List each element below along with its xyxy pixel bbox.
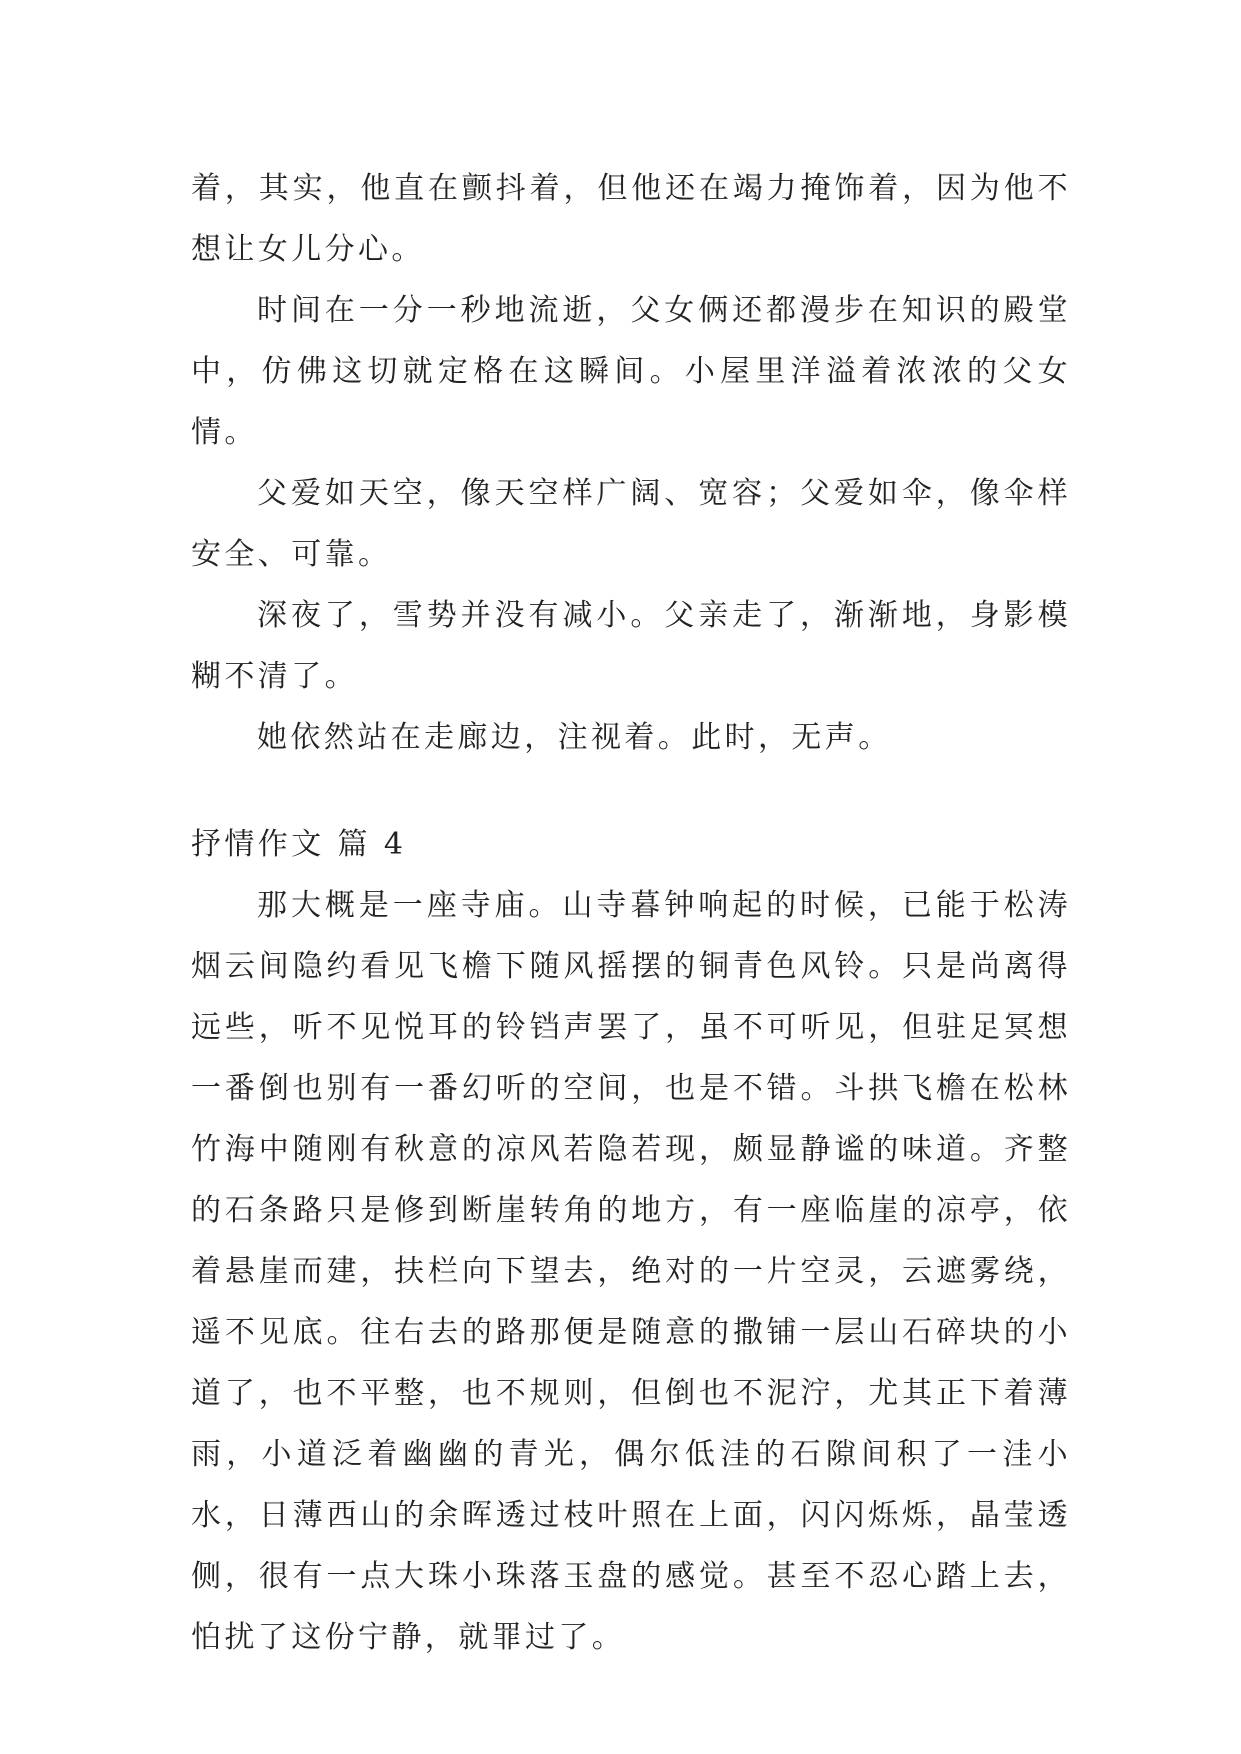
section-heading: 抒情作文 篇 4 bbox=[191, 827, 407, 862]
section-spacer bbox=[191, 768, 1071, 814]
paragraph: 时间在一分一秒地流逝，父女俩还都漫步在知识的殿堂中，仿佛这切就定格在这瞬间。小屋里洋溢着浓浓的父女情。 bbox=[191, 293, 1071, 450]
paragraph: 那大概是一座寺庙。山寺暮钟响起的时候，已能于松涛烟云间隐约看见飞檐下随风摇摆的铜青色风铃。只是尚离得远些，听不见悦耳的铃铛声罢了，虽不可听见，但驻足冥想一番倒也别有一番幻听的空间，也是不错。斗拱飞檐在松林竹海中随刚有秋意的凉风若隐若现，颇显静谧的味道。齐整的石条路只是修到断崖转角的地方，有一座临崖的凉亭，依着悬崖而建，扶栏向下望去，绝对的一片空灵，云遮雾绕，遥不见底。往右去的路那便是随意的撒铺一层山石碎块的小道了，也不平整，也不规则，但倒也不泥泞，尤其正下着薄雨，小道泛着幽幽的青光，偶尔低洼的石隙间积了一洼小水，日薄西山的余晖透过枝叶照在上面，闪闪烁烁，晶莹透侧，很有一点大珠小珠落玉盘的感觉。甚至不忍心踏上去，怕扰了这份宁静，就罪过了。 bbox=[191, 888, 1071, 1655]
paragraph: 深夜了，雪势并没有减小。父亲走了，渐渐地，身影模糊不清了。 bbox=[191, 598, 1071, 694]
paragraph: 她依然站在走廊边，注视着。此时，无声。 bbox=[257, 720, 892, 755]
paragraph: 着，其实，他直在颤抖着，但他还在竭力掩饰着，因为他不想让女儿分心。 bbox=[191, 171, 1071, 267]
paragraph: 父爱如天空，像天空样广阔、宽容；父爱如伞，像伞样安全、可靠。 bbox=[191, 476, 1071, 572]
document-page bbox=[191, 158, 1071, 1668]
